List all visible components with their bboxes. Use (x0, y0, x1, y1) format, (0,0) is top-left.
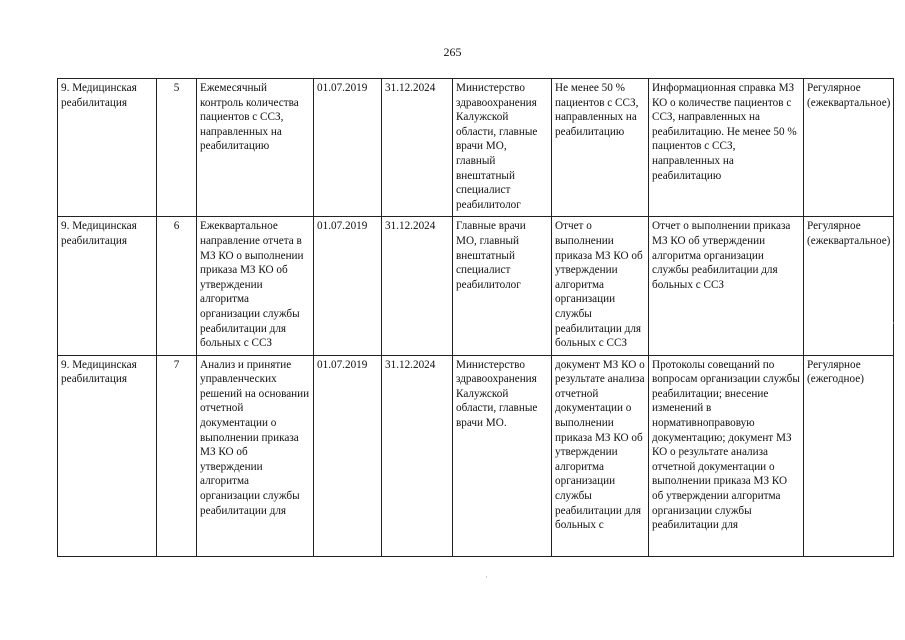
section-cell: 9. Медицинская реабилитация (58, 217, 157, 355)
result-cell: Информационная справка МЗ КО о количестве пациентов с ССЗ, направленных на реабилитацию. Не менее 50 % пациентов с ССЗ, направленных на реабилитацию (649, 79, 804, 217)
table-row (58, 217, 894, 355)
frequency-cell: Регулярное (ежеквартальное) (804, 79, 894, 217)
section-text: 9. Медицинская реабилитация (61, 358, 137, 386)
scan-speck: · (892, 318, 895, 328)
end-date-cell: 31.12.2024 (382, 79, 453, 217)
number-cell: 6 (157, 217, 197, 355)
responsible-cell (453, 355, 552, 556)
activity-cell: Ежеквартальное направление отчета в МЗ КО о выполнении приказа МЗ КО об утверждении алгоритма организации службы реабилитации для больных с ССЗ (197, 217, 314, 355)
table-row (58, 355, 894, 556)
responsible-text: Министерство здравоохранения Калужской области, главные врачи МО. (456, 358, 538, 430)
result-text: Протоколы совещаний по вопросам организации службы реабилитации; внесение изменений в нормативноправовую документацию; документ МЗ КО о результате анализа отчетной документации о выполнении приказа МЗ КО об утверждении алгоритма организации службы реабилитации для (652, 358, 800, 532)
table-row (58, 79, 894, 217)
frequency-text: Регулярное (ежегодное) (807, 358, 864, 386)
section-cell: 9. Медицинская реабилитация (58, 79, 157, 217)
start-date-cell: 01.07.2019 (314, 79, 382, 217)
section-cell (58, 355, 157, 556)
page-number: 265 (443, 45, 462, 59)
number-cell (157, 355, 197, 556)
end-date-cell: 31.12.2024 (382, 217, 453, 355)
responsible-cell: Министерство здравоохранения Калужской области, главные врачи МО, главный внештатный специалист реабилитолог (453, 79, 552, 217)
start-date-cell: 01.07.2019 (314, 217, 382, 355)
measures-table (57, 78, 894, 557)
indicator-cell: Не менее 50 % пациентов с ССЗ, направленных на реабилитацию (552, 79, 649, 217)
indicator-cell (552, 355, 649, 556)
end-date-cell (382, 355, 453, 556)
result-cell (649, 355, 804, 556)
frequency-cell (804, 355, 894, 556)
scan-speck: · (485, 572, 488, 582)
indicator-text: документ МЗ КО о результате анализа отчетной документации о выполнении приказа МЗ КО об утверждении алгоритма организации службы реабилитации для больных с (555, 358, 645, 532)
end-date-text: 31.12.2024 (385, 358, 436, 371)
result-cell: Отчет о выполнении приказа МЗ КО об утверждении алгоритма организации службы реабилитации для больных с ССЗ (649, 217, 804, 355)
activity-cell: Ежемесячный контроль количества пациентов с ССЗ, направленных на реабилитацию (197, 79, 314, 217)
indicator-cell: Отчет о выполнении приказа МЗ КО об утверждении алгоритма организации службы реабилитации для больных с ССЗ (552, 217, 649, 355)
number-text: 7 (173, 358, 180, 371)
start-date-cell (314, 355, 382, 556)
number-cell: 5 (157, 79, 197, 217)
responsible-cell: Главные врачи МО, главный внештатный специалист реабилитолог (453, 217, 552, 355)
frequency-cell: Регулярное (ежеквартальное) (804, 217, 894, 355)
activity-text: Анализ и принятие управленческих решений на основании отчетной документации о выполнении приказа МЗ КО об утверждении алгоритма организации службы реабилитации для (200, 358, 310, 517)
start-date-text: 01.07.2019 (317, 358, 368, 371)
activity-cell (197, 355, 314, 556)
